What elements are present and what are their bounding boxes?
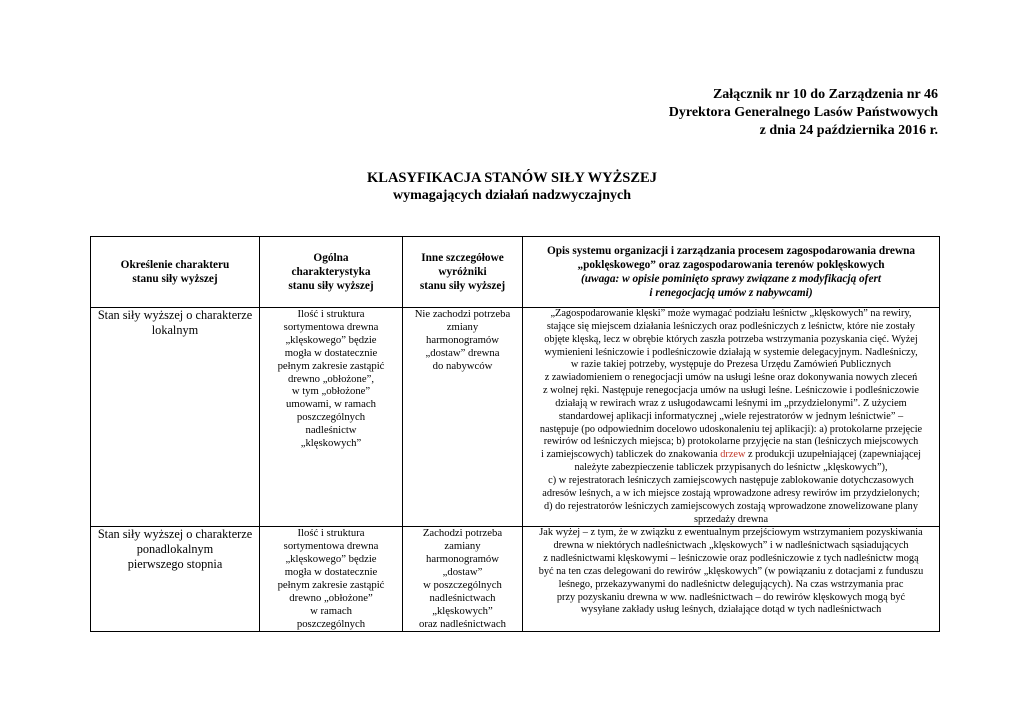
text-line: z nadleśnictwami klęskowymi – leśniczowie oraz podleśniczowie z tych nadleśnictw mogą — [543, 553, 919, 565]
text-line: Nie zachodzi potrzeba — [414, 308, 511, 320]
text-line: z zawiadomieniem o renegocjacji umów na usługi leśne oraz dokonywania nowych zleceń — [544, 372, 918, 384]
text-line: drewno „obłożone”, — [287, 372, 375, 385]
text-line: zmiany — [446, 320, 479, 333]
text-line: standardowej aplikacji informatycznej „wiele rejestratorów w jednym leśnictwie” – — [558, 410, 904, 422]
text-line: d) do rejestratorów leśniczych zamiejscowych zostają wprowadzone znowelizowane plany — [544, 500, 918, 512]
text-line: i renegocjacją umów z nabywcami) — [649, 287, 813, 299]
text-line: zamiany — [444, 540, 481, 553]
text-line: sortymentowa drewna — [283, 320, 379, 333]
header-col-2 — [260, 237, 403, 308]
text-line: nadleśnictwach — [429, 591, 496, 604]
document-title — [0, 169, 1024, 205]
text-line: drewno „obłożone” — [289, 591, 373, 604]
text-line: harmonogramów — [425, 553, 499, 566]
attachment-line-3: z dnia 24 października 2016 r. — [759, 123, 938, 138]
attachment-header — [669, 86, 938, 140]
text-line: mogła w dostatecznie — [284, 566, 378, 579]
text-line: i zamiejscowych) tabliczek do znakowania drzew z produkcji uzupełniającej (zapewniającej — [541, 449, 921, 461]
text-line: wyróżniki — [438, 266, 487, 278]
text-line: Jak wyżej – z tym, że w związku z ewentualnym przejściowym wstrzymaniem pozyskiwania — [539, 527, 923, 539]
header-note — [525, 272, 937, 300]
text-line: mogła w dostatecznie — [284, 346, 378, 359]
cell-other-features — [403, 308, 523, 527]
classification-table — [90, 236, 940, 632]
text-line: umowami, w ramach — [286, 398, 376, 411]
table-row — [91, 527, 940, 631]
text-line: należyte zabezpieczenie tabliczek przypisanych do leśnictw „klęskowych”), — [574, 462, 888, 474]
text-line: stające się miejscem działania leśniczych oraz podleśniczych z leśnictw, które nie zostały — [546, 320, 916, 332]
text-line: „poklęskowego” oraz zagospodarowania terenów poklęskowych — [577, 259, 885, 271]
text-line: „Zagospodarowanie klęski” może wymagać podziału leśnictw „klęskowych” na rewiry, — [550, 308, 912, 319]
text-line: ponadlokalnym — [136, 542, 214, 557]
text-line: harmonogramów — [425, 333, 499, 346]
text-line: wymienieni leśniczowie i podleśniczowie działają w systemie delegacyjnym. Nadleśniczy, — [544, 346, 918, 358]
header-col-4 — [523, 237, 940, 308]
text-line: stanu siły wyższej — [288, 280, 374, 292]
text-line: z wolnej ręki. Następuje renegocjacja umów na usługi leśne. Leśniczowie i podleśniczowie — [543, 385, 919, 397]
title-line-2: wymagających działań nadzwyczajnych — [393, 188, 631, 203]
cell-force-majeure-type — [91, 308, 260, 527]
attachment-line-1: Załącznik nr 10 do Zarządzenia nr 46 — [712, 87, 938, 102]
text-line: Inne szczegółowe — [421, 252, 504, 264]
cell-system-description — [523, 527, 940, 631]
text-line: w poszczególnych — [423, 578, 502, 591]
text-line: Ilość i struktura — [297, 527, 365, 540]
cell-general-characteristics — [260, 527, 403, 631]
text-line: Stan siły wyższej o charakterze — [97, 308, 253, 322]
text-line: w razie takiej potrzeby, występuje do Prezesa Urzędu Zamówień Publicznych — [570, 359, 892, 371]
text-line: Ilość i struktura — [297, 308, 365, 320]
text-line: lokalnym — [151, 323, 199, 337]
text-line: być na ten czas delegowani do rewirów „klęskowych” (w powiązaniu z dotacjami z funduszu — [538, 565, 924, 577]
text-line: następuje (po odpowiednim docelowo udoskonaleniu tej aplikacji): a) protokolarne przejęcie — [539, 423, 923, 435]
header-col-3 — [403, 237, 523, 308]
text-line: nadleśnictw — [305, 424, 357, 437]
text-line: pełnym zakresie zastąpić — [277, 359, 385, 372]
text-line: oraz nadleśnictwach — [419, 617, 506, 630]
cell-system-description — [523, 308, 940, 527]
title-line-1: KLASYFIKACJA STANÓW SIŁY WYŻSZEJ — [367, 170, 657, 186]
text-line: „dostaw” — [442, 566, 483, 579]
text-line: przy pozyskaniu drewna w ww. nadleśnictwach – do rewirów klęskowych mogą być — [556, 591, 906, 603]
text-line: „klęskowych” — [432, 604, 493, 617]
table-header-row — [91, 237, 940, 308]
text-line: stanu siły wyższej — [419, 280, 506, 292]
table-row — [91, 308, 940, 527]
cell-general-characteristics — [260, 308, 403, 527]
cell-force-majeure-type — [91, 527, 260, 631]
header-col-1 — [91, 237, 260, 308]
text-line: drewna w niektórych nadleśnictwach „klęskowych” i w nadleśnictwach sąsiadujących — [553, 540, 909, 552]
text-line: wysyłane zakłady usług leśnych, działające dotąd w tych nadleśnictwach — [580, 604, 882, 616]
text-line: pełnym zakresie zastąpić — [277, 578, 385, 591]
text-line: sprzedaży drewna — [693, 513, 769, 525]
text-line: rewirów od leśniczych miejsca; b) protokolarne przyjęcie na stan (leśniczych miejscowych — [543, 436, 919, 448]
text-line: „klęskowego” będzie — [285, 333, 377, 346]
text-line: do nabywców — [432, 359, 493, 372]
text-line: Opis systemu organizacji i zarządzania procesem zagospodarowania drewna — [546, 245, 916, 257]
text-line: charakterystyka — [291, 266, 371, 278]
text-line: „klęskowych” — [300, 437, 362, 450]
text-line: (uwaga: w opisie pominięto sprawy związane z modyfikacją ofert — [581, 273, 881, 285]
text-line: sortymentowa drewna — [283, 540, 379, 553]
attachment-line-2: Dyrektora Generalnego Lasów Państwowych — [668, 105, 938, 120]
text-line: „klęskowego” będzie — [285, 553, 377, 566]
text-line: Zachodzi potrzeba — [422, 527, 503, 540]
text-line: leśnego, przekazywanymi do nadleśnictw delegujących). Na czas wstrzymania prac — [558, 578, 904, 590]
cell-other-features — [403, 527, 523, 631]
text-line: Stan siły wyższej o charakterze — [97, 527, 253, 542]
text-line: stanu siły wyższej — [132, 273, 218, 285]
text-line: Ogólna — [313, 252, 349, 264]
text-line: „dostaw” drewna — [425, 346, 500, 359]
text-line: w ramach — [310, 604, 352, 617]
text-line: w tym „obłożone” — [291, 385, 371, 398]
text-line: poszczególnych — [296, 617, 366, 630]
text-line: poszczególnych — [296, 411, 366, 424]
text-line: pierwszego stopnia — [127, 557, 223, 572]
text-line: c) w rejestratorach leśniczych zamiejscowych następuje zablokowanie dotychczasowych — [548, 474, 914, 486]
text-line: adresów leśnych, a w ich miejsce zostają wprowadzone adresy rewirów im przydzielonych; — [542, 487, 920, 499]
text-line: Określenie charakteru — [120, 259, 230, 271]
text-line: działają w rewirach wraz z usługodawcami leśnymi im „przydzielonymi”. Z użyciem — [555, 397, 907, 409]
text-line: objęte klęską, lecz w obrębie których zaszła potrzeba wstrzymania pozyskania cięć. Wyżej — [544, 333, 918, 345]
